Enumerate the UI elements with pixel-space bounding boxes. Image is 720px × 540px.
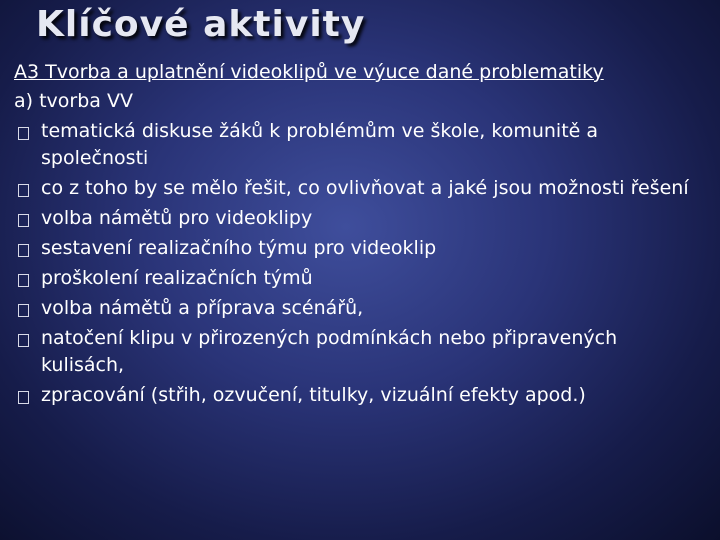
square-bullet-icon	[18, 304, 29, 317]
square-bullet-icon	[18, 391, 29, 404]
list-item-text: volba námětů pro videoklipy	[41, 207, 313, 229]
list-item	[14, 382, 704, 409]
list-item-text: co z toho by se mělo řešit, co ovlivňovat a jaké jsou možnosti řešení	[41, 177, 689, 199]
list-item	[14, 325, 704, 379]
list-item-text: sestavení realizačního týmu pro videoklip	[41, 237, 437, 259]
list-item	[14, 175, 704, 202]
bullet-list	[14, 118, 704, 409]
list-item-text: natočení klipu v přirozených podmínkách nebo připravených kulisách,	[41, 327, 618, 376]
square-bullet-icon	[18, 334, 29, 347]
list-item-text: proškolení realizačních týmů	[41, 267, 313, 289]
square-bullet-icon	[18, 274, 29, 287]
square-bullet-icon	[18, 214, 29, 227]
subheading: a) tvorba VV	[14, 90, 133, 112]
section-heading: A3 Tvorba a uplatnění videoklipů ve výuce dané problematiky	[14, 61, 604, 83]
slide-title: Klíčové aktivity	[36, 4, 366, 45]
list-item-text: tematická diskuse žáků k problémům ve škole, komunitě a společnosti	[41, 120, 599, 169]
list-item	[14, 265, 704, 292]
list-item	[14, 118, 704, 172]
slide-content	[14, 59, 704, 409]
list-item	[14, 295, 704, 322]
square-bullet-icon	[18, 184, 29, 197]
list-item-text: volba námětů a příprava scénářů,	[41, 297, 364, 319]
list-item	[14, 205, 704, 232]
list-item-text: zpracování (střih, ozvučení, titulky, vizuální efekty apod.)	[41, 384, 586, 406]
list-item	[14, 235, 704, 262]
square-bullet-icon	[18, 127, 29, 140]
square-bullet-icon	[18, 244, 29, 257]
